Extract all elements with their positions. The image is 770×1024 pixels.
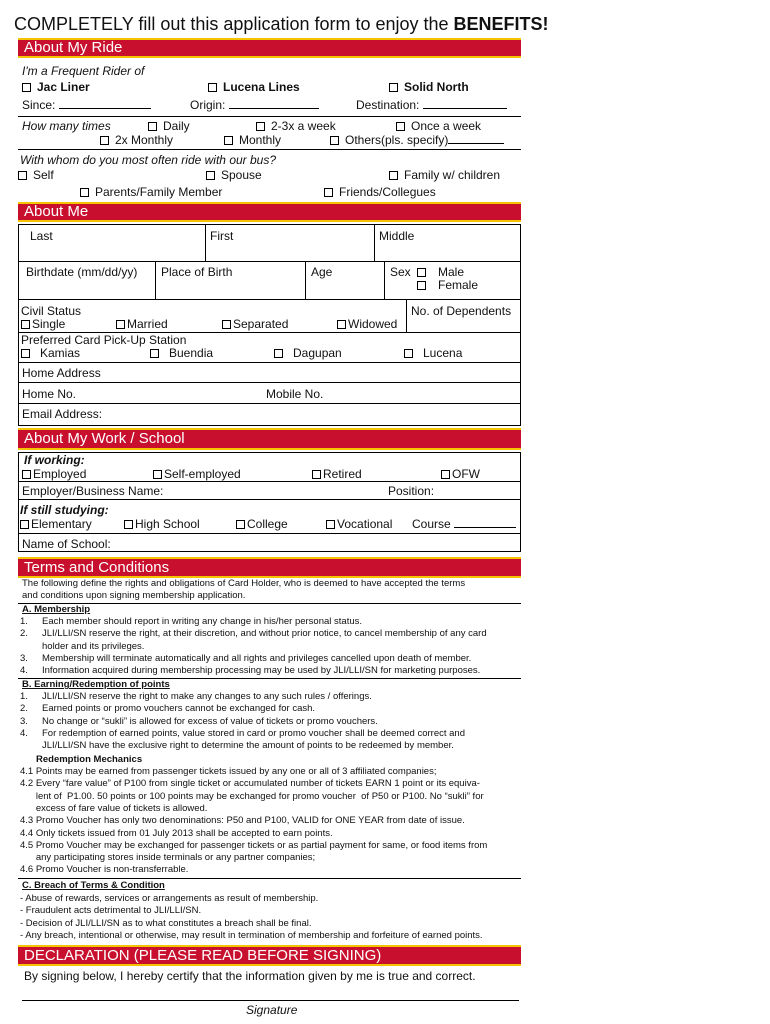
term-number: 4.	[20, 665, 28, 677]
birthdate-field[interactable]: Birthdate (mm/dd/yy)	[26, 265, 138, 279]
option-retired[interactable]: Retired	[312, 467, 362, 481]
breach-item: - Abuse of rewards, services or arrangements as result of membership.	[20, 893, 319, 904]
if-working-label: If working:	[24, 453, 85, 467]
origin-field[interactable]: Origin:	[190, 98, 319, 112]
frequent-rider-label: I'm a Frequent Rider of	[22, 64, 145, 78]
school-name-field[interactable]: Name of School:	[22, 537, 111, 551]
option-jac-liner[interactable]: Jac Liner	[22, 80, 90, 94]
option-monthly[interactable]: Monthly	[224, 133, 281, 147]
checkbox-icon	[417, 281, 426, 290]
dependents-field[interactable]: No. of Dependents	[411, 304, 512, 318]
middle-name-field[interactable]: Middle	[379, 229, 415, 243]
checkbox-icon	[22, 83, 31, 92]
option-college[interactable]: College	[236, 517, 288, 531]
term-number: 1.	[20, 616, 28, 627]
terms-intro-1: The following define the rights and obligations of Card Holder, who is deemed to have accepted the terms	[22, 578, 466, 589]
divider	[18, 261, 521, 262]
checkbox-icon	[256, 122, 265, 131]
option-single[interactable]: Single	[21, 317, 65, 331]
how-many-times-label: How many times	[22, 119, 111, 133]
first-name-field[interactable]: First	[210, 229, 234, 243]
terms-intro-2: and conditions upon signing membership application.	[22, 590, 246, 601]
option-ofw[interactable]: OFW	[441, 467, 480, 481]
section-header-ride: About My Ride	[18, 38, 521, 58]
mechanics-item: 4.4 Only tickets issued from 01 July 2013 shall be accepted to earn points.	[20, 827, 333, 839]
earning-title: B. Earning/Redemption of points	[22, 679, 170, 690]
last-name-field[interactable]: Last	[30, 229, 53, 243]
page-title: COMPLETELY fill out this application form to enjoy the BENEFITS!	[14, 14, 549, 34]
age-field[interactable]: Age	[311, 265, 333, 279]
section-header-terms: Terms and Conditions	[18, 557, 521, 578]
term-text: holder and its privileges.	[42, 640, 145, 652]
option-solid-north[interactable]: Solid North	[389, 80, 469, 94]
term-number: 3.	[20, 652, 28, 664]
divider	[305, 261, 306, 300]
checkbox-icon	[396, 122, 405, 131]
checkbox-icon	[124, 520, 133, 529]
signature-line[interactable]	[22, 1000, 519, 1001]
mechanics-item: 4.2 Every “fare value” of P100 from single ticket or accumulated number of tickets EARN 1 point or its equiva-	[20, 778, 480, 790]
mechanics-item: 4.1 Points may be earned from passenger tickets issued by any one or all of 3 affiliated companies;	[20, 766, 437, 777]
checkbox-icon	[404, 349, 413, 358]
place-of-birth-field[interactable]: Place of Birth	[161, 265, 233, 279]
mechanics-item: 4.3 Promo Voucher has only two denominations: P50 and P100, VALID for ONE YEAR from date of issue.	[20, 815, 465, 827]
station-buendia[interactable]: Buendia	[150, 346, 213, 360]
divider	[18, 149, 521, 150]
divider	[18, 403, 521, 404]
home-no-field[interactable]: Home No.	[22, 387, 77, 401]
option-male[interactable]: Male	[417, 265, 464, 279]
section-header-me: About Me	[18, 202, 521, 222]
mechanics-item: 4.5 Promo Voucher may be exchanged for passenger tickets or as partial payment for same, or food items from	[20, 839, 488, 851]
divider	[18, 878, 521, 879]
mechanics-item: any participating stores inside terminals or any partner companies;	[20, 852, 316, 864]
employer-field[interactable]: Employer/Business Name:	[22, 484, 164, 498]
term-number: 4.	[20, 727, 28, 739]
option-separated[interactable]: Separated	[222, 317, 288, 331]
option-self-employed[interactable]: Self-employed	[153, 467, 241, 481]
option-lucena-lines[interactable]: Lucena Lines	[208, 80, 300, 94]
checkbox-icon	[22, 470, 31, 479]
term-text: JLI/LLI/SN reserve the right, at their discretion, and without prior notice, to cancel membership of any card	[42, 628, 487, 640]
checkbox-icon	[337, 320, 346, 329]
station-dagupan[interactable]: Dagupan	[274, 346, 342, 360]
divider	[18, 499, 521, 500]
mechanics-title: Redemption Mechanics	[36, 754, 143, 765]
station-kamias[interactable]: Kamias	[21, 346, 80, 360]
checkbox-icon	[153, 470, 162, 479]
term-number: 2.	[20, 628, 28, 640]
mechanics-item: 4.6 Promo Voucher is non-transferrable.	[20, 864, 189, 876]
checkbox-icon	[148, 122, 157, 131]
signature-label: Signature	[246, 1003, 298, 1017]
mobile-no-field[interactable]: Mobile No.	[266, 387, 324, 401]
checkbox-icon	[324, 188, 333, 197]
option-daily[interactable]: Daily	[148, 119, 190, 133]
option-2-3x-week[interactable]: 2-3x a week	[256, 119, 336, 133]
checkbox-icon	[441, 470, 450, 479]
divider	[155, 261, 156, 300]
divider	[406, 300, 407, 332]
checkbox-icon	[274, 349, 283, 358]
option-parents[interactable]: Parents/Family Member	[80, 185, 222, 199]
course-field[interactable]: Course	[412, 517, 516, 531]
term-number: 2.	[20, 703, 28, 715]
term-text: For redemption of earned points, value stored in card or promo voucher shall be deemed correct and	[42, 727, 465, 739]
checkbox-icon	[312, 470, 321, 479]
home-address-field[interactable]: Home Address	[22, 366, 101, 380]
option-self[interactable]: Self	[18, 168, 54, 182]
term-text: JLI/LLI/SN have the exclusive right to determine the amount of points to be redeemed by member.	[42, 740, 454, 752]
divider	[18, 116, 521, 117]
checkbox-icon	[236, 520, 245, 529]
checkbox-icon	[206, 171, 215, 180]
term-text: Membership will terminate automatically and all rights and privileges cancelled upon death of member.	[42, 652, 472, 664]
divider	[18, 603, 521, 604]
position-field[interactable]: Position:	[388, 484, 435, 498]
sex-label: Sex	[390, 265, 411, 279]
checkbox-icon	[21, 320, 30, 329]
term-text: Information acquired during membership processing may be used by JLI/LLI/SN for marketing purposes.	[42, 665, 481, 677]
option-employed[interactable]: Employed	[22, 467, 86, 481]
breach-item: - Any breach, intentional or otherwise, may result in termination of membership and forfeiture of earned points.	[20, 929, 483, 941]
breach-item: - Fraudulent acts detrimental to JLI/LLI/SN.	[20, 905, 202, 917]
civil-status-label: Civil Status	[21, 304, 82, 318]
divider	[18, 481, 521, 482]
term-number: 3.	[20, 715, 28, 727]
option-friends[interactable]: Friends/Collegues	[324, 185, 436, 199]
checkbox-icon	[389, 83, 398, 92]
option-others[interactable]: Others(pls. specify)	[330, 133, 504, 147]
email-field[interactable]: Email Address:	[22, 407, 103, 421]
section-header-declaration: DECLARATION (PLEASE READ BEFORE SIGNING)	[18, 945, 521, 966]
checkbox-icon	[389, 171, 398, 180]
checkbox-icon	[20, 520, 29, 529]
destination-field[interactable]: Destination:	[356, 98, 507, 112]
checkbox-icon	[18, 171, 27, 180]
if-studying-label: If still studying:	[20, 503, 109, 517]
option-widowed[interactable]: Widowed	[337, 317, 397, 331]
checkbox-icon	[330, 136, 339, 145]
declaration-text: By signing below, I hereby certify that the information given by me is true and correct.	[24, 969, 476, 983]
term-text: Each member should report in writing any change in his/her personal status.	[42, 616, 363, 627]
divider	[18, 382, 521, 383]
breach-item: - Decision of JLI/LLI/SN as to what constitutes a breach shall be final.	[20, 917, 312, 929]
checkbox-icon	[100, 136, 109, 145]
term-number: 1.	[20, 691, 28, 702]
option-female[interactable]: Female	[417, 278, 478, 292]
option-family-children[interactable]: Family w/ children	[389, 168, 500, 182]
pickup-label: Preferred Card Pick-Up Station	[21, 333, 187, 347]
checkbox-icon	[116, 320, 125, 329]
breach-title: C. Breach of Terms & Condition	[22, 880, 165, 891]
checkbox-icon	[222, 320, 231, 329]
option-married[interactable]: Married	[116, 317, 168, 331]
checkbox-icon	[80, 188, 89, 197]
option-once-week[interactable]: Once a week	[396, 119, 481, 133]
divider	[205, 224, 206, 261]
checkbox-icon	[417, 268, 426, 277]
divider	[374, 224, 375, 261]
divider	[384, 261, 385, 300]
station-lucena[interactable]: Lucena	[404, 346, 462, 360]
since-field[interactable]: Since:	[22, 98, 151, 112]
option-elementary[interactable]: Elementary	[20, 517, 92, 531]
checkbox-icon	[224, 136, 233, 145]
divider	[18, 362, 521, 363]
section-header-work: About My Work / School	[18, 428, 521, 450]
divider	[18, 533, 521, 534]
term-text: No change or “sukli” is allowed for excess of value of tickets or promo vouchers.	[42, 715, 378, 727]
option-high-school[interactable]: High School	[124, 517, 200, 531]
mechanics-item: excess of fare value of tickets is allowed.	[20, 802, 208, 814]
term-text: JLI/LLI/SN reserve the right to make any changes to any such rules / offerings.	[42, 691, 372, 702]
whom-label: With whom do you most often ride with our bus?	[20, 153, 277, 167]
option-vocational[interactable]: Vocational	[326, 517, 392, 531]
option-spouse[interactable]: Spouse	[206, 168, 262, 182]
checkbox-icon	[208, 83, 217, 92]
term-text: Earned points or promo vouchers cannot be exchanged for cash.	[42, 703, 316, 715]
checkbox-icon	[21, 349, 30, 358]
checkbox-icon	[326, 520, 335, 529]
option-2x-monthly[interactable]: 2x Monthly	[100, 133, 173, 147]
mechanics-item: lent of P1.00. 50 points or 100 points may be exchanged for promo voucher of P50 or P100. No “sukli” for	[20, 790, 484, 802]
checkbox-icon	[150, 349, 159, 358]
membership-title: A. Membership	[22, 604, 91, 615]
